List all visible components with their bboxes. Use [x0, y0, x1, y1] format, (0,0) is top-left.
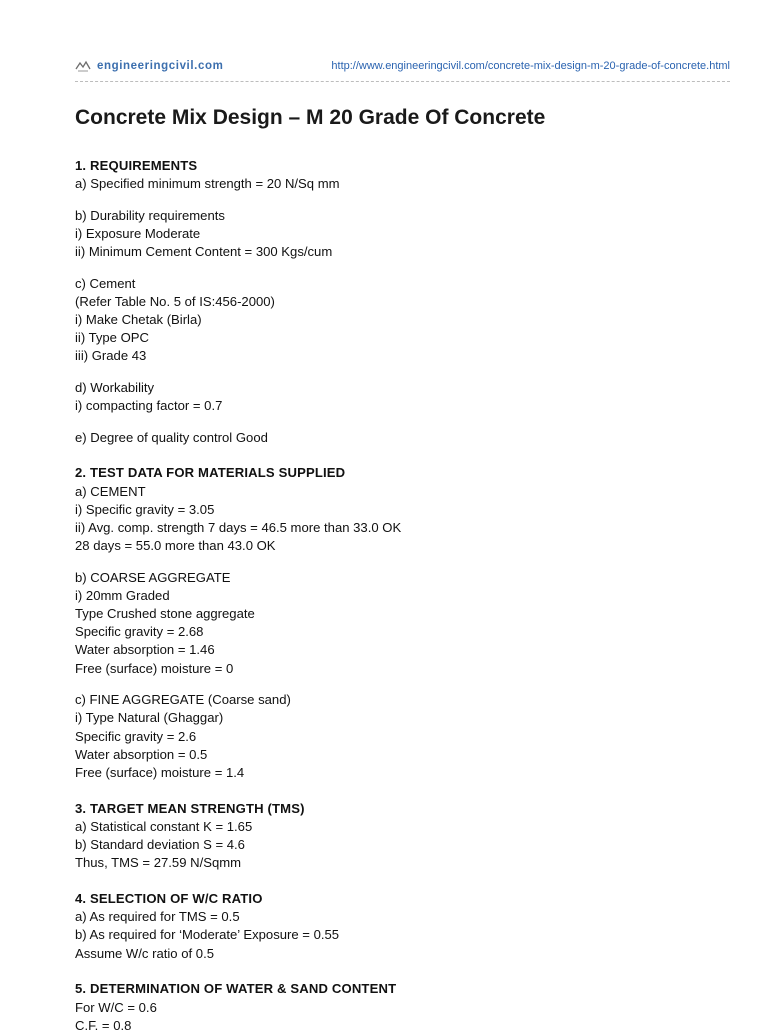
- text-line: i) Make Chetak (Birla): [75, 312, 202, 328]
- section-wc-ratio: [75, 890, 735, 963]
- section-water-sand-content: [75, 980, 735, 1035]
- site-branding[interactable]: [75, 60, 223, 72]
- text-line: a) Statistical constant K = 1.65: [75, 818, 253, 834]
- text-line: Specific gravity = 2.6: [75, 728, 197, 744]
- section-target-mean-strength: [75, 800, 735, 873]
- section-heading: 5. DETERMINATION OF WATER & SAND CONTENT: [75, 981, 397, 997]
- text-line: a) Specified minimum strength = 20 N/Sq mm: [75, 176, 340, 192]
- header-divider: [75, 81, 730, 82]
- text-line: i) Specific gravity = 3.05: [75, 501, 215, 517]
- page-title: Concrete Mix Design – M 20 Grade Of Concrete: [75, 106, 546, 129]
- text-line: (Refer Table No. 5 of IS:456-2000): [75, 293, 275, 309]
- text-line: i) compacting factor = 0.7: [75, 398, 223, 414]
- text-line: b) As required for ‘Moderate’ Exposure = 0.55: [75, 927, 340, 943]
- text-line: c) Cement: [75, 275, 136, 291]
- text-line: i) 20mm Graded: [75, 587, 170, 603]
- text-line: Thus, TMS = 27.59 N/Sqmm: [75, 855, 242, 871]
- text-line: b) Durability requirements: [75, 207, 225, 223]
- text-line: i) Type Natural (Ghaggar): [75, 710, 224, 726]
- section-heading: 3. TARGET MEAN STRENGTH (TMS): [75, 800, 305, 816]
- section-heading: 1. REQUIREMENTS: [75, 158, 198, 173]
- text-line: Free (surface) moisture = 1.4: [75, 764, 245, 780]
- page-header: [75, 58, 730, 76]
- text-line: 28 days = 55.0 more than 43.0 OK: [75, 538, 276, 554]
- text-line: C.F. = 0.8: [75, 1017, 132, 1033]
- text-line: ii) Avg. comp. strength 7 days = 46.5 more than 33.0 OK: [75, 519, 402, 535]
- text-line: b) COARSE AGGREGATE: [75, 569, 231, 585]
- document-body: [75, 157, 735, 1035]
- text-line: a) As required for TMS = 0.5: [75, 909, 240, 925]
- section-test-data: [75, 464, 735, 782]
- text-line: ii) Type OPC: [75, 330, 149, 346]
- text-line: i) Exposure Moderate: [75, 225, 201, 241]
- text-line: e) Degree of quality control Good: [75, 429, 268, 445]
- text-line: c) FINE AGGREGATE (Coarse sand): [75, 692, 291, 708]
- text-line: Water absorption = 1.46: [75, 642, 215, 658]
- text-line: ii) Minimum Cement Content = 300 Kgs/cum: [75, 244, 333, 260]
- page-url-link[interactable]: http://www.engineeringcivil.com/concrete-mix-design-m-20-grade-of-concrete.html: [331, 60, 730, 72]
- text-line: Free (surface) moisture = 0: [75, 660, 234, 676]
- section-heading: 4. SELECTION OF W/C RATIO: [75, 890, 263, 906]
- text-line: Specific gravity = 2.68: [75, 624, 204, 640]
- text-line: Type Crushed stone aggregate: [75, 606, 255, 622]
- text-line: For W/C = 0.6: [75, 999, 157, 1015]
- text-line: Assume W/c ratio of 0.5: [75, 945, 214, 961]
- section-heading: 2. TEST DATA FOR MATERIALS SUPPLIED: [75, 465, 346, 481]
- text-line: d) Workability: [75, 379, 155, 395]
- text-line: Water absorption = 0.5: [75, 746, 208, 762]
- site-name[interactable]: engineeringcivil.com: [97, 60, 224, 72]
- section-requirements: [75, 157, 735, 447]
- text-line: b) Standard deviation S = 4.6: [75, 837, 245, 853]
- text-line: a) CEMENT: [75, 483, 146, 499]
- site-logo-icon: [75, 60, 91, 72]
- text-line: iii) Grade 43: [75, 348, 147, 364]
